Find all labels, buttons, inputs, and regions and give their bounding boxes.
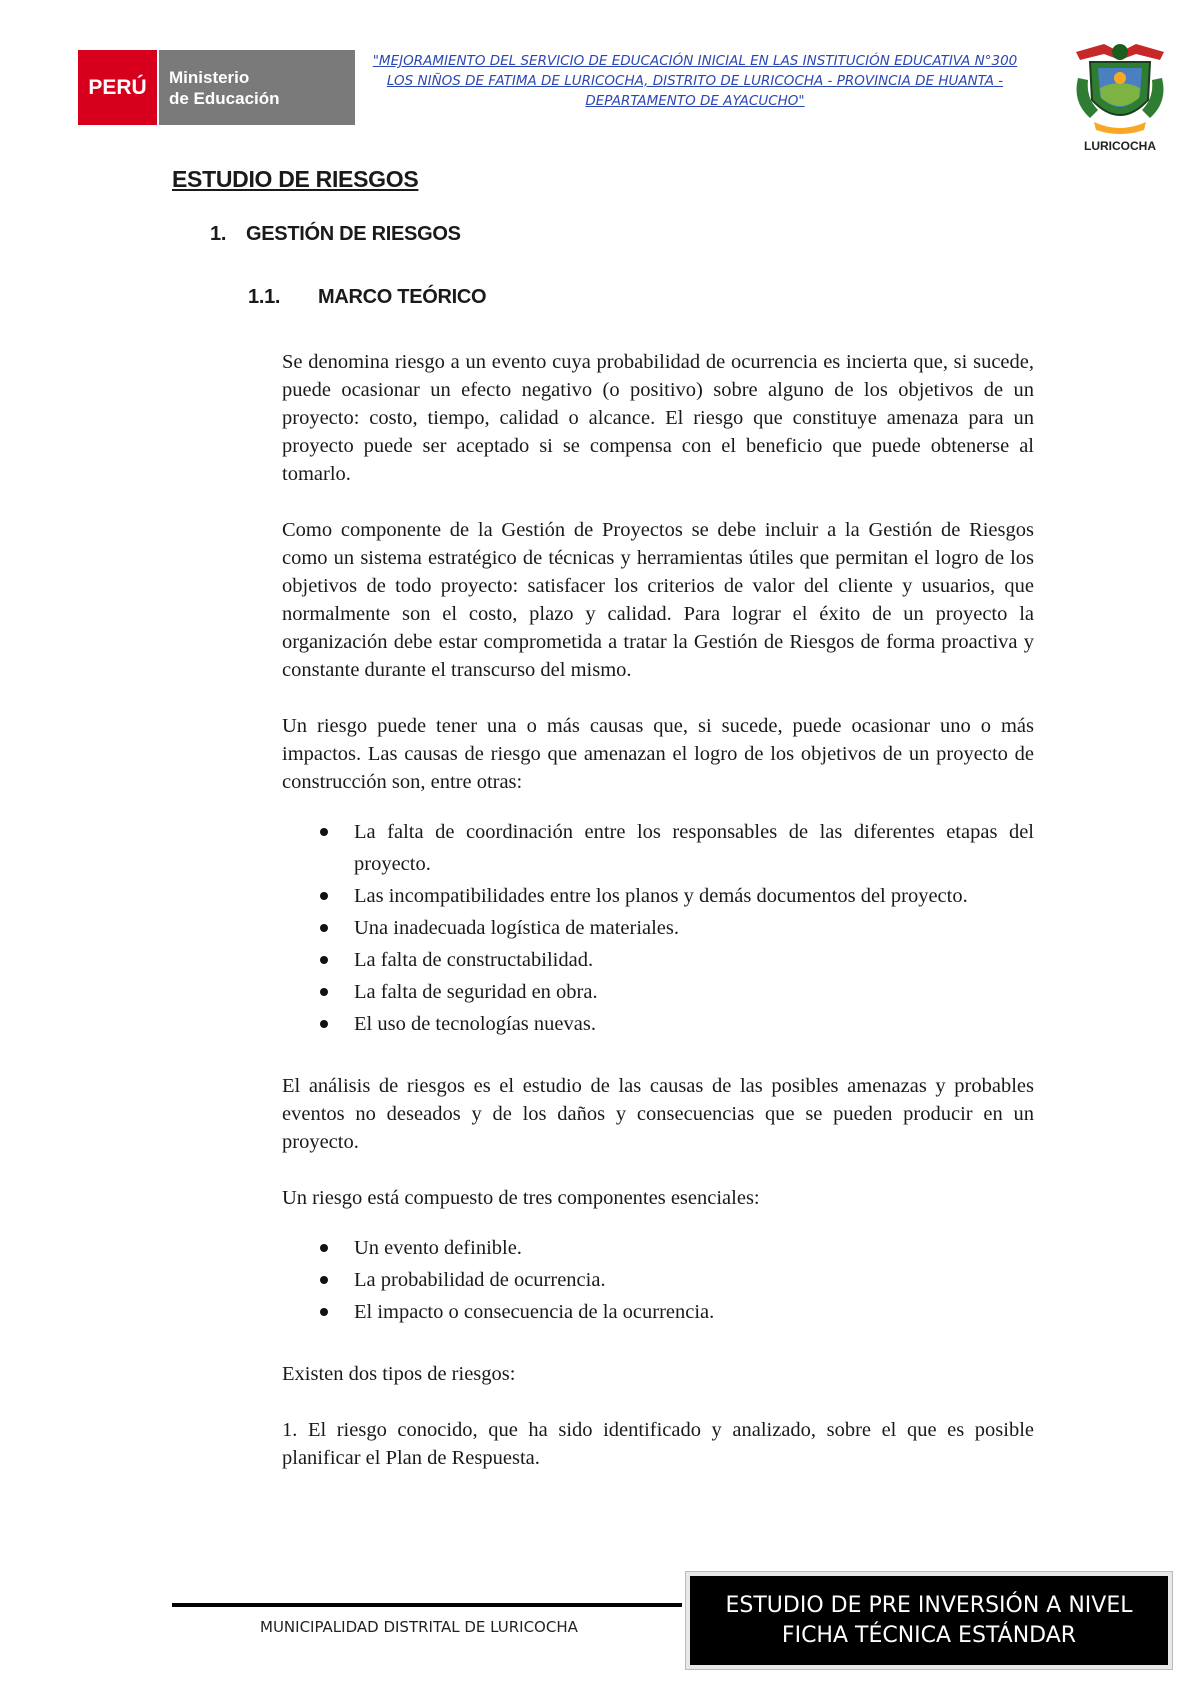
- subsection-title: MARCO TEÓRICO: [318, 286, 487, 308]
- list-item: Una inadecuada logística de materiales.: [354, 912, 1034, 944]
- list-item: La falta de seguridad en obra.: [354, 976, 1034, 1008]
- project-title: "MEJORAMIENTO DEL SERVICIO DE EDUCACIÓN INICIAL EN LAS INSTITUCIÓN EDUCATIVA N°300 LOS NIÑOS DE FATIMA DE LURICOCHA, DISTRITO DE LURICOCHA - PROVINCIA DE HUANTA - DEPARTAMENTO DE AYACUCHO": [372, 53, 1018, 109]
- footer-divider: [172, 1603, 682, 1607]
- footer-badge-line2: FICHA TÉCNICA ESTÁNDAR: [781, 1622, 1077, 1648]
- list-item: La probabilidad de ocurrencia.: [354, 1264, 1034, 1296]
- paragraph: Existen dos tipos de riesgos:: [282, 1363, 516, 1385]
- municipality-logo: [1064, 38, 1176, 162]
- causes-list: [282, 816, 1034, 1040]
- section-number: 1.: [210, 223, 227, 245]
- footer-badge-line1: ESTUDIO DE PRE INVERSIÓN A NIVEL: [725, 1592, 1133, 1618]
- list-item: Las incompatibilidades entre los planos y demás documentos del proyecto.: [354, 880, 1034, 912]
- section-title: GESTIÓN DE RIESGOS: [246, 223, 461, 245]
- ministry-logo-line2: de Educación: [169, 88, 280, 108]
- peru-logo-mark: PERÚ: [78, 50, 157, 125]
- paragraph: Se denomina riesgo a un evento cuya probabilidad de ocurrencia es incierta que, si sucede, puede ocasionar un efecto negativo (o positivo) sobre alguno de los objetivos de un proyecto: costo, tiempo, calidad o alcance. El riesgo que constituye amenaza para un proyecto puede ser aceptado si se compensa con el beneficio que puede obtenerse al tomarlo.: [282, 351, 1034, 485]
- footer-study-badge: [686, 1572, 1172, 1669]
- paragraph: 1. El riesgo conocido, que ha sido identificado y analizado, sobre el que es posible planificar el Plan de Respuesta.: [282, 1419, 1034, 1469]
- municipality-name: LURICOCHA: [1084, 139, 1156, 153]
- ministry-logo: [78, 50, 355, 125]
- paragraph: Como componente de la Gestión de Proyectos se debe incluir a la Gestión de Riesgos como un sistema estratégico de técnicas y herramientas útiles que permitan el logro de los objetivos de todo proyecto: satisfacer los criterios de valor del cliente y usuarios, que normalmente son el costo, plazo y calidad. Para lograr el éxito de un proyecto la organización debe estar comprometida a tratar la Gestión de Riesgos de forma proactiva y constante durante el transcurso del mismo.: [282, 519, 1034, 681]
- components-list: [282, 1232, 1034, 1328]
- ministry-logo-text: [157, 50, 355, 125]
- ministry-logo-line1: Ministerio: [169, 67, 250, 87]
- list-item: El uso de tecnologías nuevas.: [354, 1008, 1034, 1040]
- subsection-heading: [248, 286, 486, 309]
- list-item: La falta de coordinación entre los responsables de las diferentes etapas del proyecto.: [354, 816, 1034, 880]
- document-title: ESTUDIO DE RIESGOS: [172, 166, 419, 192]
- municipality-crest-icon: [1064, 38, 1176, 138]
- list-item: La falta de constructabilidad.: [354, 944, 1034, 976]
- document-body: [282, 348, 1034, 1500]
- footer-municipality: MUNICIPALIDAD DISTRITAL DE LURICOCHA: [260, 1618, 578, 1636]
- list-item: El impacto o consecuencia de la ocurrencia.: [354, 1296, 1034, 1328]
- list-item: Un evento definible.: [354, 1232, 1034, 1264]
- subsection-number: 1.1.: [248, 286, 281, 308]
- paragraph: Un riesgo puede tener una o más causas que, si sucede, puede ocasionar uno o más impactos. Las causas de riesgo que amenazan el logro de los objetivos de un proyecto de construcción son, entre otras:: [282, 715, 1034, 793]
- paragraph: Un riesgo está compuesto de tres componentes esenciales:: [282, 1187, 760, 1209]
- paragraph: El análisis de riesgos es el estudio de las causas de las posibles amenazas y probables eventos no deseados y de los daños y consecuencias que se pueden producir en un proyecto.: [282, 1075, 1034, 1153]
- section-heading: [210, 223, 461, 246]
